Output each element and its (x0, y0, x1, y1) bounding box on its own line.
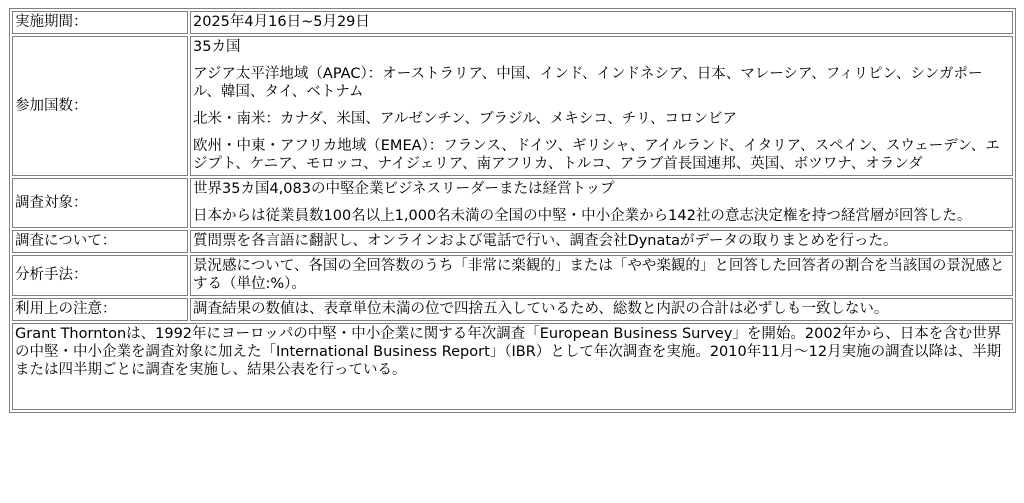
row-paragraph: 35カ国 (193, 39, 241, 55)
row-content (190, 298, 1013, 321)
survey-info-table (9, 8, 1016, 413)
row-paragraph: 2025年4月16日~5月29日 (193, 14, 370, 30)
row-label: 利用上の注意： (12, 298, 188, 321)
row-label: 参加国数： (12, 36, 188, 176)
row-content (190, 36, 1013, 176)
row-label: 調査について： (12, 230, 188, 253)
row-about (12, 230, 1013, 253)
row-paragraph: 北米・南米：カナダ、米国、アルゼンチン、ブラジル、メキシコ、チリ、コロンビア (193, 111, 737, 127)
row-method (12, 255, 1013, 296)
row-notes (12, 298, 1013, 321)
row-footer (12, 323, 1013, 410)
row-content (190, 230, 1013, 253)
row-content (190, 255, 1013, 296)
row-paragraph: 欧州・中東・アフリカ地域（EMEA）：フランス、ドイツ、ギリシャ、アイルランド、イタリア、スペイン、スウェーデン、エジプト、ケニア、モロッコ、ナイジェリア、南アフリカ、トルコ、アラブ首長国連邦、英国、ボツワナ、オランダ (193, 138, 1000, 172)
row-label: 実施期間： (12, 11, 188, 34)
row-target (12, 178, 1013, 228)
row-paragraph: アジア太平洋地域（APAC）：オーストラリア、中国、インド、インドネシア、日本、マレーシア、フィリピン、シンガポール、韓国、タイ、ベトナム (193, 66, 983, 100)
row-paragraph: 世界35カ国4,083の中堅企業ビジネスリーダーまたは経営トップ (193, 181, 615, 197)
row-countries (12, 36, 1013, 176)
row-paragraph: 日本からは従業員数100名以上1,000名未満の全国の中堅・中小企業から142社の意志決定権を持つ経営層が回答した。 (193, 208, 972, 224)
row-content (190, 11, 1013, 34)
row-label: 調査対象： (12, 178, 188, 228)
row-paragraph: 質問票を各言語に翻訳し、オンラインおよび電話で行い、調査会社Dynataがデータの取りまとめを行った。 (193, 233, 898, 249)
row-paragraph: 景況感について、各国の全回答数のうち「非常に楽観的」または「やや楽観的」と回答した回答者の割合を当該国の景況感とする（単位:%）。 (193, 258, 1005, 292)
row-label: 分析手法： (12, 255, 188, 296)
survey-info-container (9, 8, 1016, 413)
row-paragraph: 調査結果の数値は、表章単位未満の位で四捨五入しているため、総数と内訳の合計は必ずしも一致しない。 (193, 301, 889, 317)
row-content (190, 178, 1013, 228)
footer-note: Grant Thorntonは、1992年にヨーロッパの中堅・中小企業に関する年次調査「European Business Survey」を開始。2002年から、日本を含む世界の中堅・中小企業を調査対象に加えた「International Business Report」（IBR）として年次調査を実施。2010年11月～12月実施の調査以降は、半期または四半期ごとに調査を実施し、結果公表を行っている。 (12, 323, 1013, 410)
row-period (12, 11, 1013, 34)
